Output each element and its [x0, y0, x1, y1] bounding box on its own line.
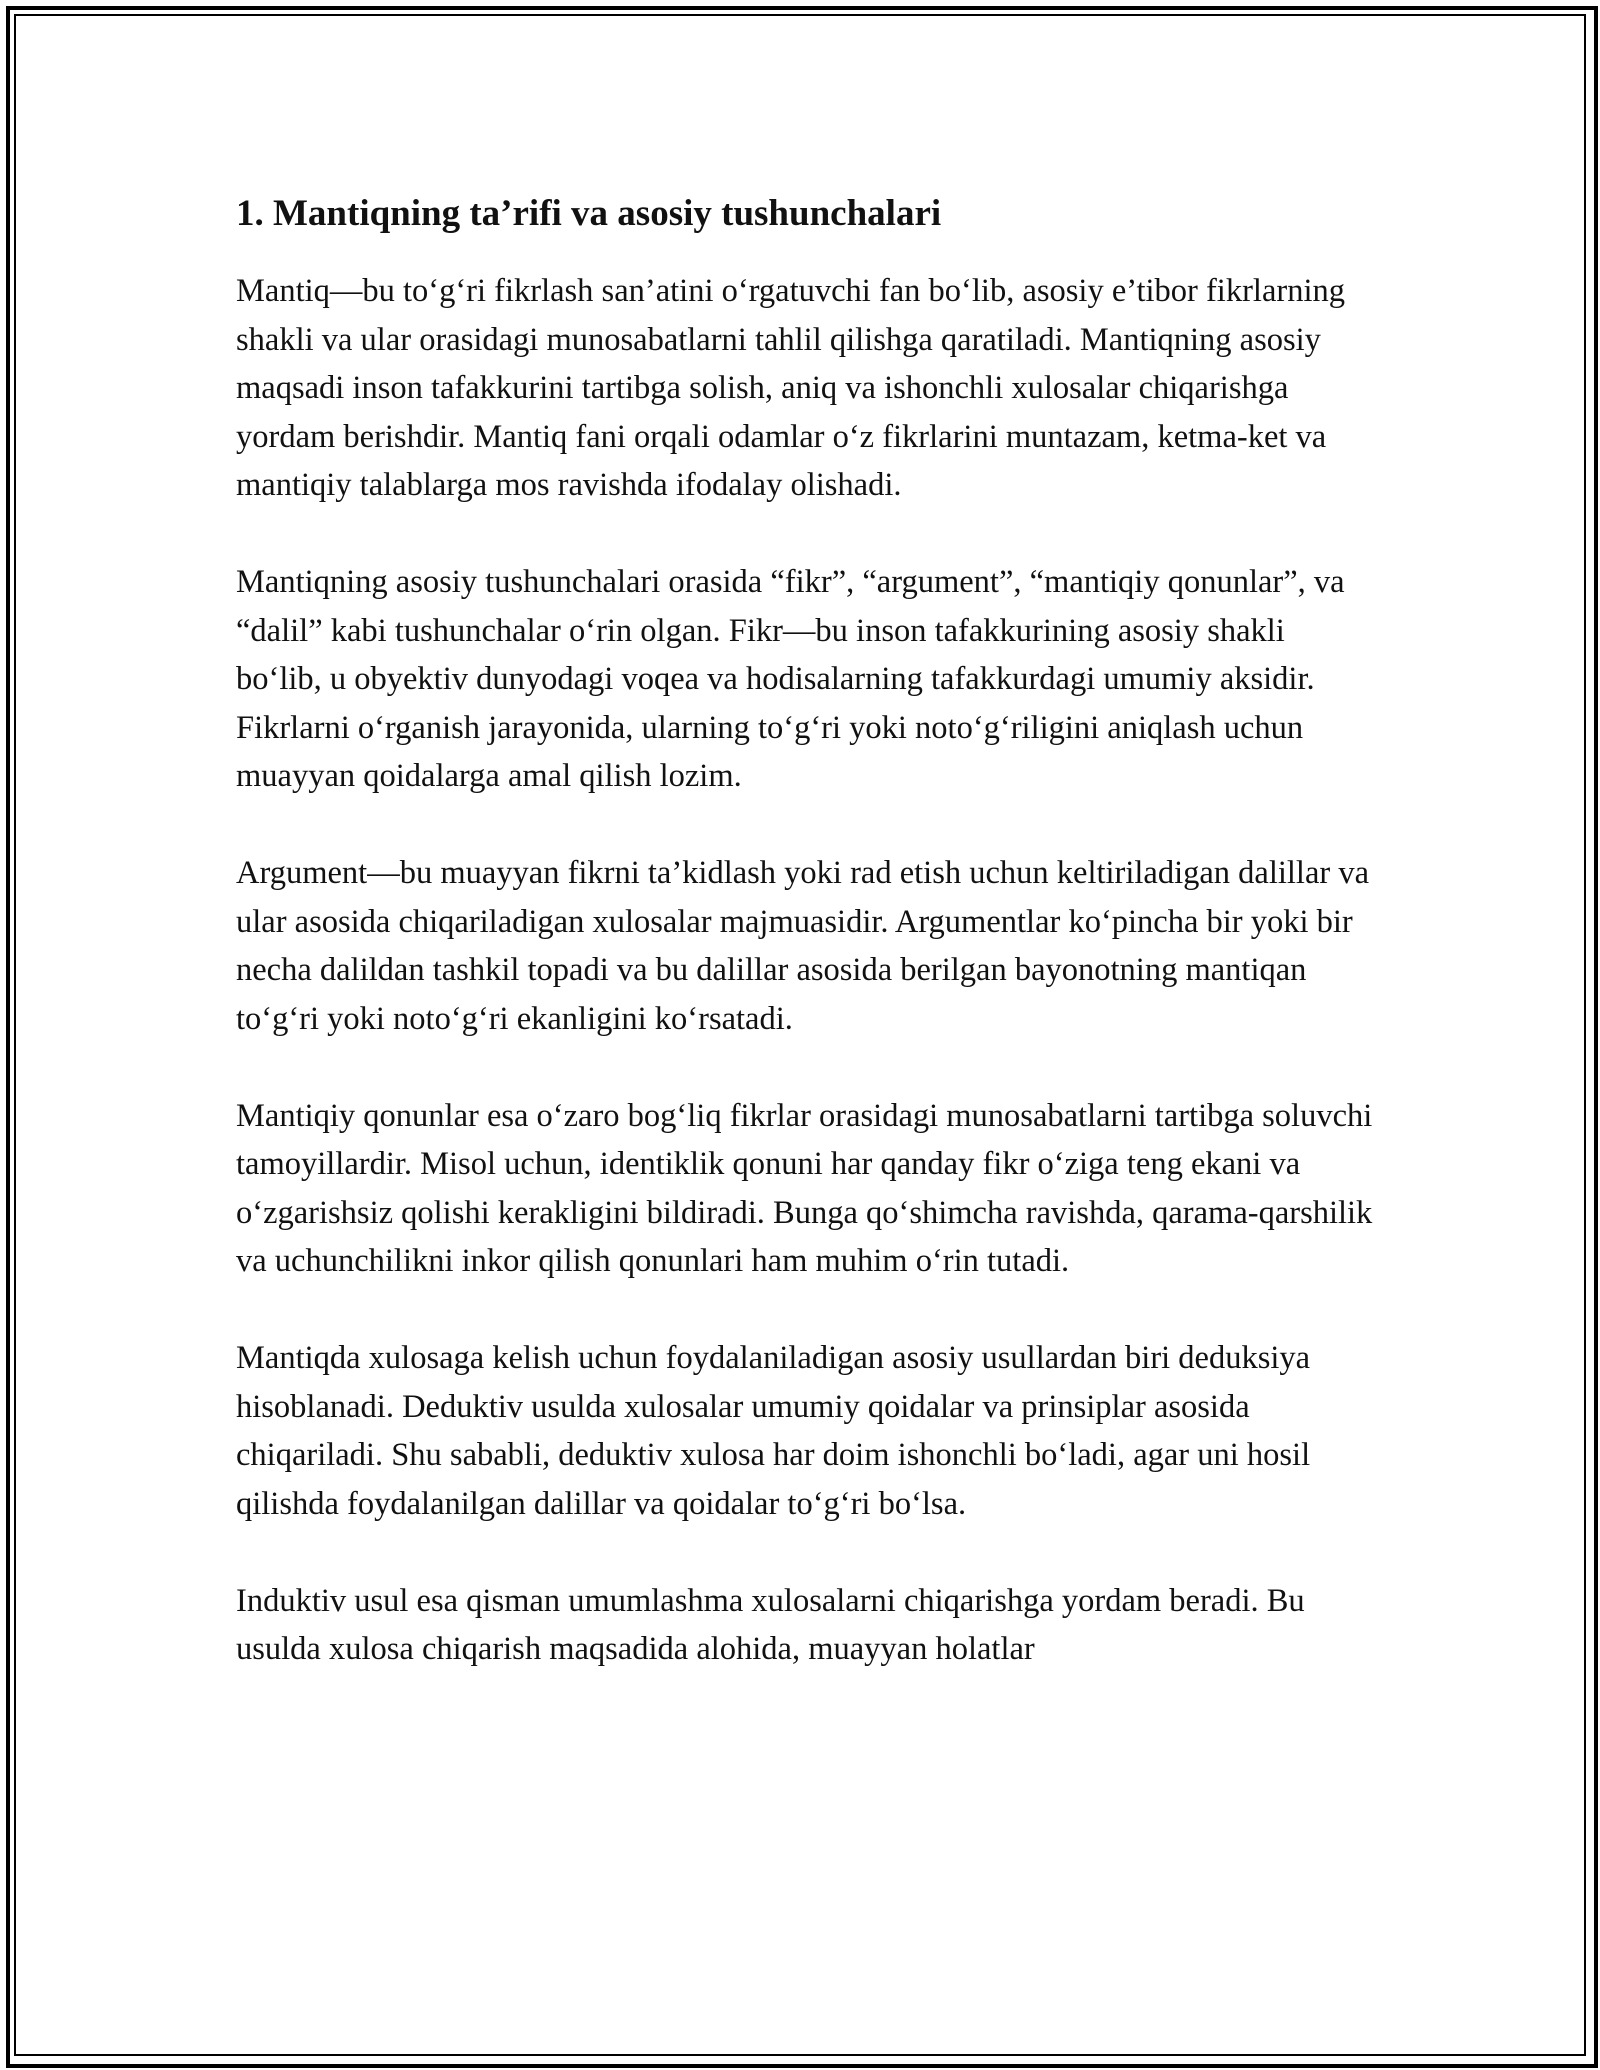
section-heading: 1. Mantiqning ta’rifi va asosiy tushunchalari: [236, 193, 942, 234]
paragraph-laws: Mantiqiy qonunlar esa o‘zaro bog‘liq fikrlar orasidagi munosabatlarni tartibga soluvchi tamoyillardir. Misol uchun, identiklik qonuni har qanday fikr o‘ziga teng ekani va o‘zgarishsiz qolishi kerakligini bildiradi. Bunga qo‘shimcha ravishda, qarama-qarshilik va uchunchilikni inkor qilish qonunlari ham muhim o‘rin tutadi.: [236, 1097, 1373, 1279]
document-body: [236, 185, 1376, 1722]
paragraph-definition: Mantiq—bu to‘g‘ri fikrlash san’atini o‘rgatuvchi fan bo‘lib, asosiy e’tibor fikrlarning shakli va ular orasidagi munosabatlarni tahlil qilishga qaratiladi. Mantiqning asosiy maqsadi inson tafakkurini tartibga solish, aniq va ishonchli xulosalar chiqarishga yordam berishdir. Mantiq fani orqali odamlar o‘z fikrlarini muntazam, ketma-ket va mantiqiy talablarga mos ravishda ifodalay olishadi.: [236, 273, 1345, 503]
paragraph-concepts: Mantiqning asosiy tushunchalari orasida “fikr”, “argument”, “mantiqiy qonunlar”, va “dalil” kabi tushunchalar o‘rin olgan. Fikr—bu inson tafakkurining asosiy shakli bo‘lib, u obyektiv dunyodagi voqea va hodisalarning tafakkurdagi umumiy aksidir. Fikrlarni o‘rganish jarayonida, ularning to‘g‘ri yoki noto‘g‘riligini aniqlash uchun muayyan qoidalarga amal qilish lozim.: [236, 564, 1345, 794]
paragraph-argument: Argument—bu muayyan fikrni ta’kidlash yoki rad etish uchun keltiriladigan dalillar va ular asosida chiqariladigan xulosalar majmuasidir. Argumentlar ko‘pincha bir yoki bir necha dalildan tashkil topadi va bu dalillar asosida berilgan bayonotning mantiqan to‘g‘ri yoki noto‘g‘ri ekanligini ko‘rsatadi.: [236, 855, 1370, 1037]
paragraph-deduction: Mantiqda xulosaga kelish uchun foydalaniladigan asosiy usullardan biri deduksiya hisoblanadi. Deduktiv usulda xulosalar umumiy qoidalar va prinsiplar asosida chiqariladi. Shu sababli, deduktiv xulosa har doim ishonchli bo‘ladi, agar uni hosil qilishda foydalanilgan dalillar va qoidalar to‘g‘ri bo‘lsa.: [236, 1340, 1311, 1522]
paragraph-induction: Induktiv usul esa qisman umumlashma xulosalarni chiqarishga yordam beradi. Bu usulda xulosa chiqarish maqsadida alohida, muayyan holatlar: [236, 1582, 1305, 1667]
